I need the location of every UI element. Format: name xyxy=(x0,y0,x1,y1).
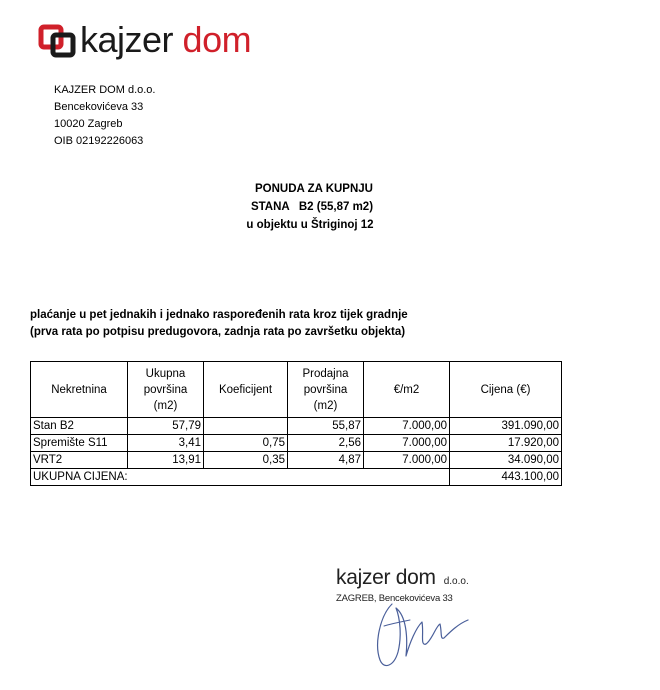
company-street: Bencekovićeva 33 xyxy=(54,101,144,113)
logo-word-kajzer: kajzer xyxy=(80,19,174,60)
offer-title xyxy=(0,180,620,234)
header-ukupna-povrsina: Ukupna površina (m2) xyxy=(128,362,204,418)
cell-price: 391.090,00 xyxy=(450,418,562,435)
company-oib: OIB 02192226063 xyxy=(54,135,144,147)
header-prodajna-povrsina: Prodajna površina (m2) xyxy=(288,362,364,418)
cell-sale-area: 2,56 xyxy=(288,435,364,452)
table-total-row xyxy=(31,469,562,486)
terms-line-2: (prva rata po potpisu predugovora, zadnja rata po završetku objekta) xyxy=(30,326,406,338)
offer-table xyxy=(30,361,562,486)
logo-mark-icon xyxy=(38,24,78,58)
cell-coef: 0,75 xyxy=(204,435,288,452)
cell-coef xyxy=(204,418,288,435)
cell-sale-area: 55,87 xyxy=(288,418,364,435)
terms-line-1: plaćanje u pet jednakih i jednako raspoređenih rata kroz tijek gradnje xyxy=(30,309,408,321)
stamp-name: kajzer dom xyxy=(336,566,436,589)
table-header-row xyxy=(31,362,562,418)
table-row xyxy=(31,435,562,452)
cell-coef: 0,35 xyxy=(204,452,288,469)
total-value: 443.100,00 xyxy=(450,469,562,486)
logo-wordmark xyxy=(80,19,252,60)
header-nekretnina: Nekretnina xyxy=(31,362,128,418)
stamp-address: ZAGREB, Bencekovićeva 33 xyxy=(336,593,453,604)
cell-sale-area: 4,87 xyxy=(288,452,364,469)
cell-name: Stan B2 xyxy=(31,418,128,435)
cell-price: 34.090,00 xyxy=(450,452,562,469)
handwritten-signature xyxy=(370,596,480,676)
title-line-3: u objektu u Štriginoj 12 xyxy=(246,219,374,231)
cell-area: 13,91 xyxy=(128,452,204,469)
stamp-suffix: d.o.o. xyxy=(443,576,469,587)
table-row xyxy=(31,452,562,469)
payment-terms xyxy=(30,307,408,341)
company-address-block xyxy=(54,82,155,150)
cell-price: 17.920,00 xyxy=(450,435,562,452)
logo-word-dom: dom xyxy=(182,19,252,60)
company-name: KAJZER DOM d.o.o. xyxy=(54,84,156,96)
cell-price-m2: 7.000,00 xyxy=(364,452,450,469)
cell-area: 57,79 xyxy=(128,418,204,435)
cell-area: 3,41 xyxy=(128,435,204,452)
cell-name: Spremište S11 xyxy=(31,435,128,452)
cell-price-m2: 7.000,00 xyxy=(364,418,450,435)
header-price-per-m2: €/m2 xyxy=(364,362,450,418)
title-line-1: PONUDA ZA KUPNJU xyxy=(255,183,373,195)
company-logo xyxy=(38,19,252,60)
company-city: 10020 Zagreb xyxy=(54,118,123,130)
header-cijena: Cijena (€) xyxy=(450,362,562,418)
header-koeficijent: Koeficijent xyxy=(204,362,288,418)
cell-name: VRT2 xyxy=(31,452,128,469)
cell-price-m2: 7.000,00 xyxy=(364,435,450,452)
table-row xyxy=(31,418,562,435)
title-line-2: STANA B2 (55,87 m2) xyxy=(250,201,374,213)
total-label: UKUPNA CIJENA: xyxy=(31,469,450,486)
